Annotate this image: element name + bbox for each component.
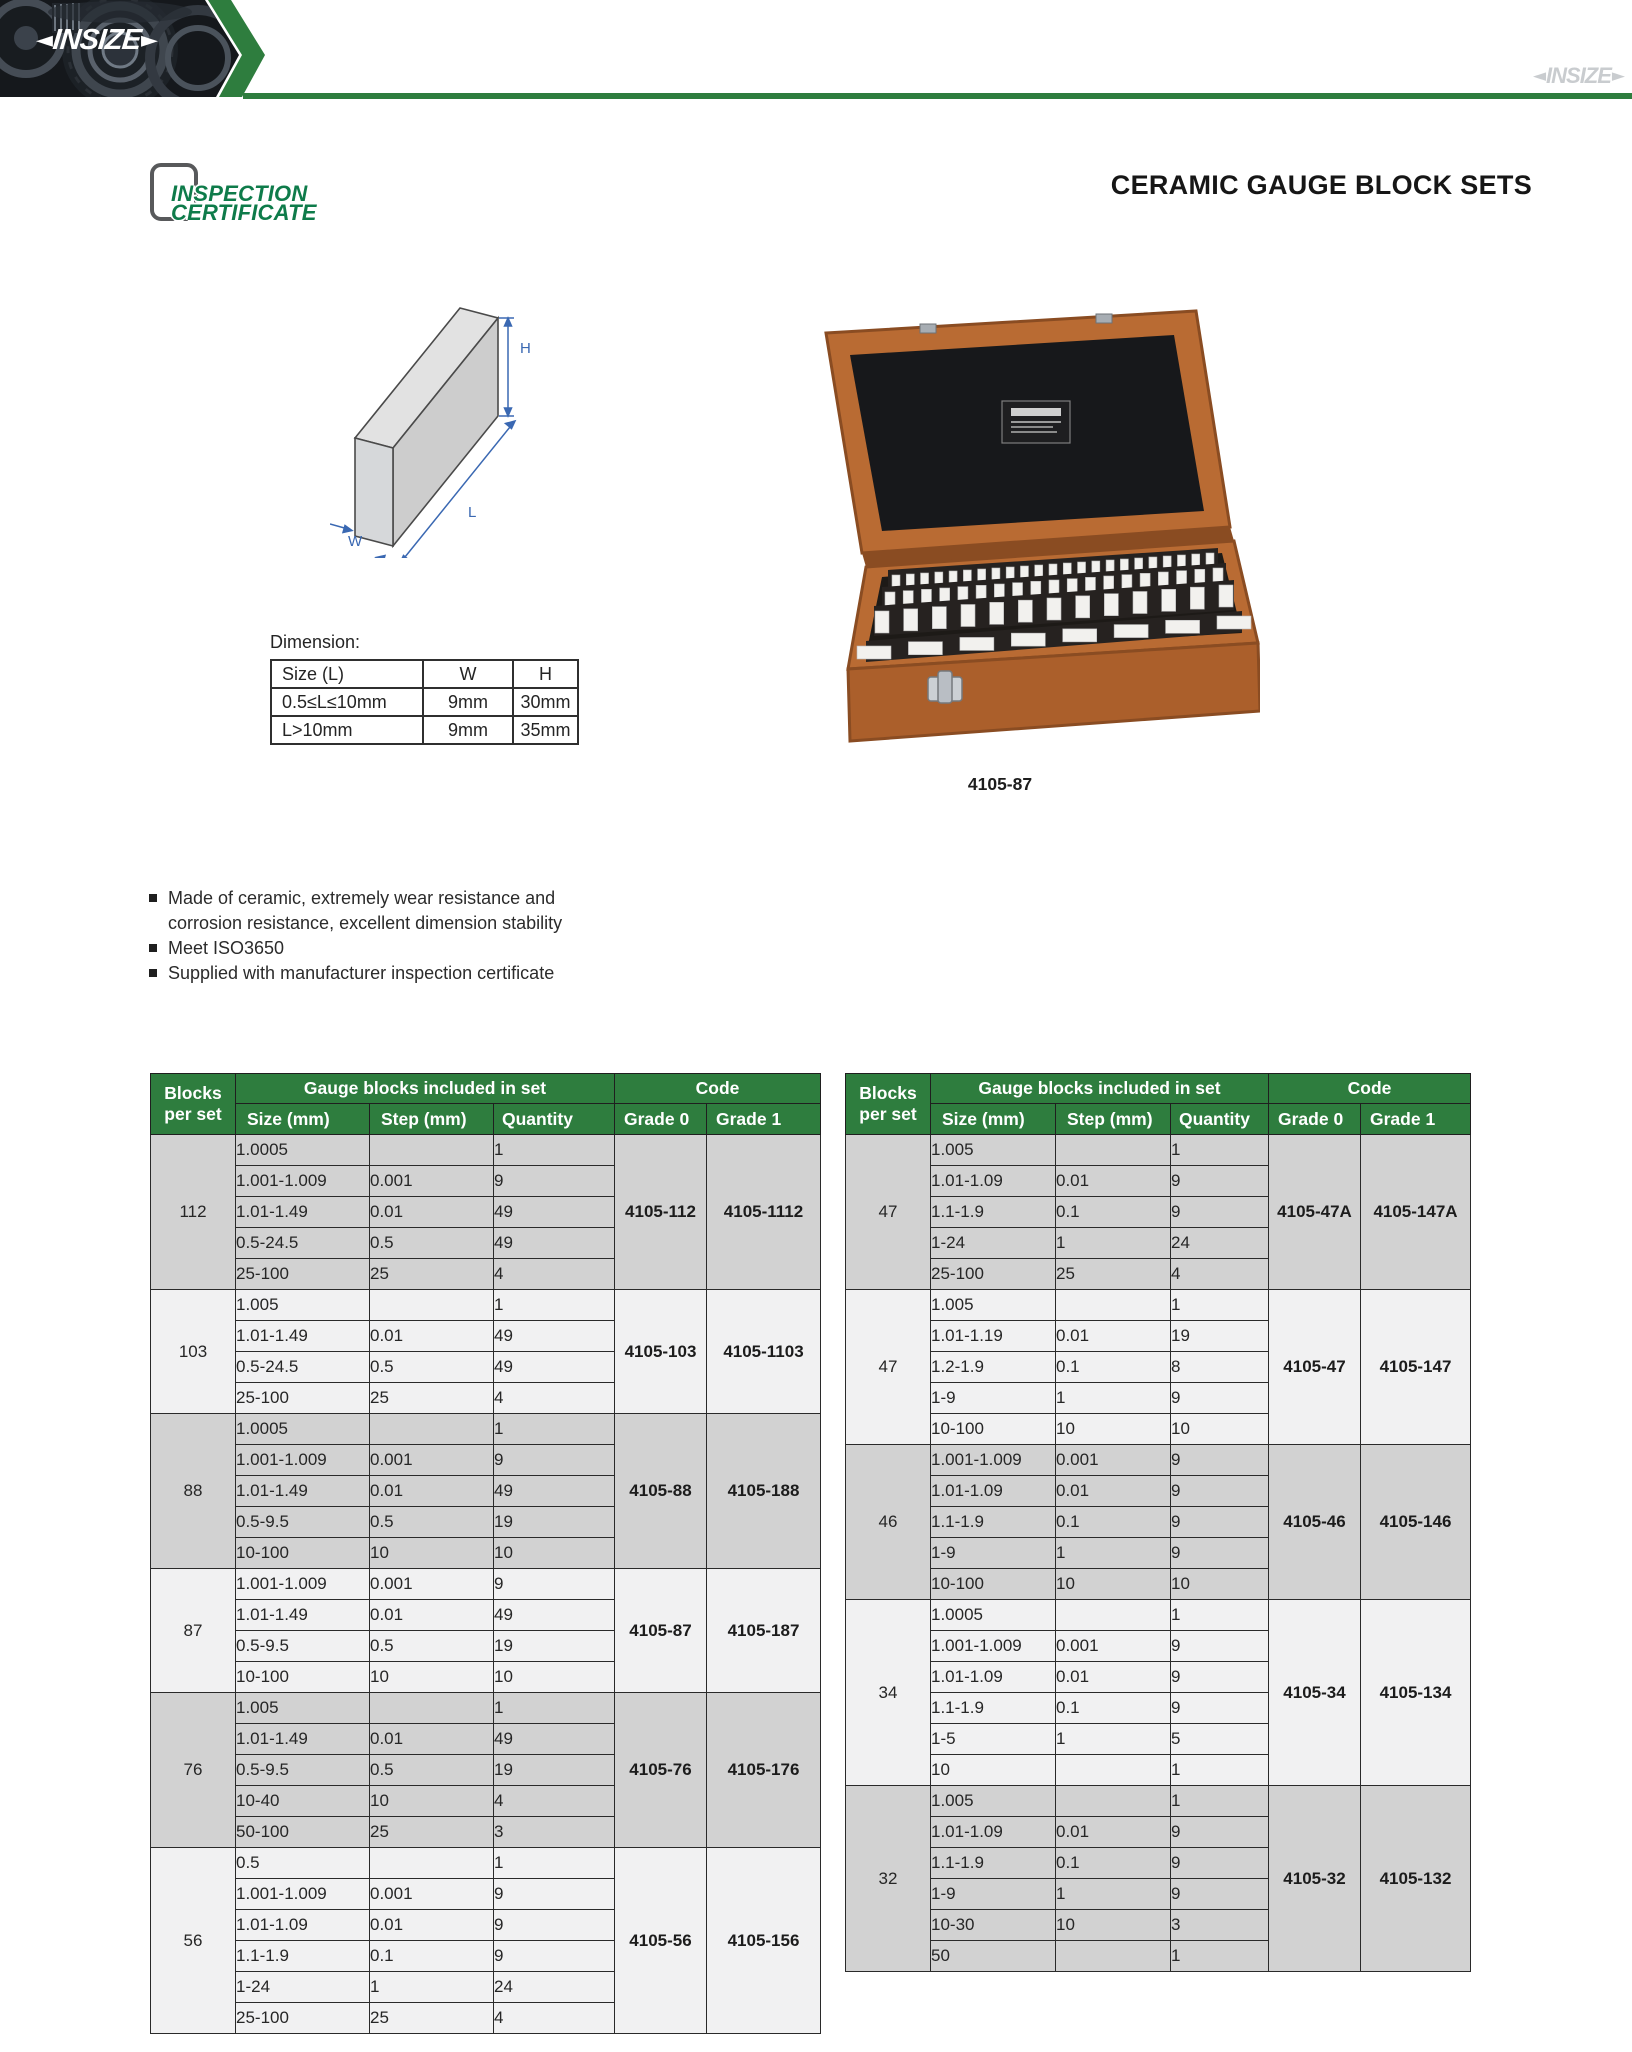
step-cell	[370, 1135, 494, 1166]
spec-row	[846, 1600, 1471, 1631]
quantity-cell: 3	[494, 1817, 615, 1848]
green-chevron-decoration	[0, 0, 300, 97]
gauge-block	[908, 642, 942, 655]
step-cell: 0.01	[370, 1321, 494, 1352]
size-cell: 25-100	[236, 2003, 370, 2034]
step-header: Step (mm)	[370, 1104, 494, 1135]
dimension-header-cell: Size (L)	[271, 660, 423, 688]
blocks-per-set-cell: 76	[151, 1693, 236, 1848]
step-cell: 0.01	[1056, 1817, 1171, 1848]
size-cell: 1.005	[931, 1290, 1056, 1321]
gauge-block	[1076, 596, 1090, 618]
quantity-cell: 19	[494, 1755, 615, 1786]
size-cell: 1.01-1.49	[236, 1321, 370, 1352]
quantity-cell: 5	[1171, 1724, 1269, 1755]
step-cell: 0.01	[370, 1600, 494, 1631]
blocks-per-set-cell: 34	[846, 1600, 931, 1786]
step-cell: 0.01	[370, 1476, 494, 1507]
step-cell: 0.01	[1056, 1662, 1171, 1693]
step-cell	[370, 1290, 494, 1321]
step-cell: 0.001	[370, 1166, 494, 1197]
product-code-caption: 4105-87	[967, 774, 1033, 794]
size-cell: 10-100	[236, 1662, 370, 1693]
size-cell: 1.001-1.009	[236, 1569, 370, 1600]
size-cell: 1.005	[931, 1135, 1056, 1166]
watermark-left-arrow-icon: ◄	[1532, 66, 1546, 86]
size-cell: 1-9	[931, 1383, 1056, 1414]
size-cell: 10-100	[931, 1414, 1056, 1445]
size-cell: 1.01-1.49	[236, 1476, 370, 1507]
blocks-per-set-cell: 56	[151, 1848, 236, 2034]
quantity-cell: 9	[494, 1910, 615, 1941]
diagram-label-w: W	[348, 533, 363, 550]
dimension-cell: 30mm	[513, 688, 578, 716]
step-cell: 1	[370, 1972, 494, 2003]
step-cell: 0.1	[1056, 1693, 1171, 1724]
size-cell: 25-100	[931, 1259, 1056, 1290]
step-cell: 0.1	[1056, 1848, 1171, 1879]
step-cell: 10	[1056, 1910, 1171, 1941]
product-photo	[778, 295, 1260, 765]
size-cell: 50-100	[236, 1817, 370, 1848]
quantity-cell: 1	[1171, 1941, 1269, 1972]
step-cell: 0.5	[370, 1755, 494, 1786]
grade0-header: Grade 0	[615, 1104, 707, 1135]
quantity-cell: 9	[1171, 1662, 1269, 1693]
grade0-code-cell: 4105-87	[615, 1569, 707, 1693]
size-cell: 1-9	[931, 1538, 1056, 1569]
grade1-code-cell: 4105-134	[1361, 1600, 1471, 1786]
step-cell	[1056, 1135, 1171, 1166]
size-cell: 0.5-9.5	[236, 1507, 370, 1538]
step-cell	[1056, 1786, 1171, 1817]
dimension-row	[271, 716, 578, 744]
step-cell	[370, 1693, 494, 1724]
watermark-right-arrow-icon: ►	[1611, 66, 1624, 86]
step-cell: 0.1	[370, 1941, 494, 1972]
size-cell: 1.01-1.09	[931, 1662, 1056, 1693]
quantity-cell: 19	[1171, 1321, 1269, 1352]
step-cell	[1056, 1941, 1171, 1972]
gauge-block	[1114, 625, 1148, 638]
watermark-text: INSIZE	[1546, 63, 1611, 88]
size-cell: 10-30	[931, 1910, 1056, 1941]
size-cell: 0.5-24.5	[236, 1228, 370, 1259]
spec-header-row	[846, 1074, 1471, 1104]
spec-table-right	[845, 1073, 1471, 1972]
feature-item	[148, 886, 606, 936]
step-cell: 0.1	[1056, 1507, 1171, 1538]
grade1-code-cell: 4105-147	[1361, 1290, 1471, 1445]
quantity-cell: 9	[1171, 1538, 1269, 1569]
step-cell: 10	[370, 1538, 494, 1569]
size-cell: 1.001-1.009	[236, 1166, 370, 1197]
step-cell: 0.5	[370, 1352, 494, 1383]
size-cell: 1.0005	[236, 1414, 370, 1445]
quantity-cell: 1	[494, 1693, 615, 1724]
gauge-block	[1219, 585, 1233, 607]
gauge-block	[1166, 620, 1200, 633]
code-header: Code	[615, 1074, 821, 1104]
quantity-cell: 1	[1171, 1600, 1269, 1631]
included-in-set-header: Gauge blocks included in set	[236, 1074, 615, 1104]
quantity-cell: 1	[494, 1414, 615, 1445]
step-cell: 0.001	[370, 1879, 494, 1910]
spec-subheader-row	[151, 1104, 821, 1135]
grade1-code-cell: 4105-132	[1361, 1786, 1471, 1972]
quantity-cell: 9	[494, 1569, 615, 1600]
dimension-cell: 9mm	[423, 716, 513, 744]
code-header: Code	[1269, 1074, 1471, 1104]
step-cell: 0.01	[370, 1724, 494, 1755]
spec-row	[151, 1414, 821, 1445]
quantity-cell: 9	[1171, 1507, 1269, 1538]
step-cell: 0.001	[1056, 1631, 1171, 1662]
size-cell: 1.1-1.9	[931, 1693, 1056, 1724]
size-cell: 1.01-1.09	[931, 1166, 1056, 1197]
grade0-code-cell: 4105-47	[1269, 1290, 1361, 1445]
step-cell: 25	[370, 1383, 494, 1414]
grade0-header: Grade 0	[1269, 1104, 1361, 1135]
dimension-label: Dimension:	[270, 632, 361, 652]
grade1-code-cell: 4105-1112	[707, 1135, 821, 1290]
quantity-cell: 9	[1171, 1383, 1269, 1414]
quantity-cell: 49	[494, 1197, 615, 1228]
blocks-per-set-cell: 87	[151, 1569, 236, 1693]
quantity-cell: 9	[1171, 1166, 1269, 1197]
spec-table-left	[150, 1073, 821, 2034]
grade0-code-cell: 4105-32	[1269, 1786, 1361, 1972]
gauge-block	[932, 607, 946, 629]
size-cell: 1.01-1.09	[931, 1817, 1056, 1848]
size-cell: 1.005	[931, 1786, 1056, 1817]
dimension-header-row	[271, 660, 578, 688]
feature-item	[148, 961, 606, 986]
quantity-cell: 4	[494, 1383, 615, 1414]
grade0-code-cell: 4105-47A	[1269, 1135, 1361, 1290]
size-cell: 1.1-1.9	[931, 1507, 1056, 1538]
quantity-cell: 19	[494, 1631, 615, 1662]
gauge-block	[1133, 592, 1147, 614]
size-cell: 1.0005	[236, 1135, 370, 1166]
size-cell: 1-24	[236, 1972, 370, 2003]
feature-text: Meet ISO3650	[168, 938, 285, 958]
quantity-header: Quantity	[1171, 1104, 1269, 1135]
grade1-code-cell: 4105-188	[707, 1414, 821, 1569]
size-cell: 1.1-1.9	[236, 1941, 370, 1972]
gauge-block	[904, 609, 918, 631]
quantity-header: Quantity	[494, 1104, 615, 1135]
quantity-cell: 1	[494, 1290, 615, 1321]
dimension-row	[271, 688, 578, 716]
size-cell: 25-100	[236, 1259, 370, 1290]
dimension-table	[270, 659, 579, 745]
diagram-label-l: L	[468, 504, 477, 521]
spec-row	[151, 1290, 821, 1321]
quantity-cell: 9	[494, 1879, 615, 1910]
quantity-cell: 9	[494, 1941, 615, 1972]
quantity-cell: 9	[1171, 1848, 1269, 1879]
size-cell: 1-9	[931, 1879, 1056, 1910]
step-cell	[1056, 1600, 1171, 1631]
blocks-per-set-cell: 103	[151, 1290, 236, 1414]
quantity-cell: 1	[494, 1848, 615, 1879]
size-cell: 1.005	[236, 1693, 370, 1724]
size-cell: 1-24	[931, 1228, 1056, 1259]
quantity-cell: 4	[1171, 1259, 1269, 1290]
size-cell: 0.5-9.5	[236, 1631, 370, 1662]
gauge-block	[1217, 616, 1251, 629]
size-cell: 10	[931, 1755, 1056, 1786]
step-cell: 10	[1056, 1569, 1171, 1600]
quantity-cell: 9	[1171, 1817, 1269, 1848]
size-cell: 1.001-1.009	[236, 1445, 370, 1476]
size-cell: 1.005	[236, 1290, 370, 1321]
step-cell: 0.001	[370, 1569, 494, 1600]
page-title: CERAMIC GAUGE BLOCK SETS	[1110, 170, 1532, 201]
insize-watermark-logo	[1533, 63, 1624, 89]
quantity-cell: 24	[1171, 1228, 1269, 1259]
badge-line2: CERTIFICATE	[171, 200, 317, 225]
logo-text: INSIZE	[51, 24, 143, 56]
diagram-label-h: H	[520, 340, 531, 357]
grade1-code-cell: 4105-187	[707, 1569, 821, 1693]
grade1-code-cell: 4105-176	[707, 1693, 821, 1848]
grade0-code-cell: 4105-112	[615, 1135, 707, 1290]
step-cell: 1	[1056, 1879, 1171, 1910]
quantity-cell: 49	[494, 1724, 615, 1755]
step-cell	[370, 1848, 494, 1879]
quantity-cell: 49	[494, 1228, 615, 1259]
feature-list	[148, 886, 606, 986]
grade0-code-cell: 4105-56	[615, 1848, 707, 2034]
size-cell: 1.001-1.009	[931, 1631, 1056, 1662]
size-cell: 10-100	[931, 1569, 1056, 1600]
step-cell: 0.001	[1056, 1445, 1171, 1476]
grade1-code-cell: 4105-156	[707, 1848, 821, 2034]
quantity-cell: 49	[494, 1600, 615, 1631]
spec-row	[846, 1445, 1471, 1476]
dimension-cell: 9mm	[423, 688, 513, 716]
step-cell: 0.5	[370, 1631, 494, 1662]
step-cell: 0.5	[370, 1507, 494, 1538]
quantity-cell: 1	[1171, 1755, 1269, 1786]
step-cell: 25	[370, 1259, 494, 1290]
step-cell: 0.001	[370, 1445, 494, 1476]
quantity-cell: 49	[494, 1476, 615, 1507]
quantity-cell: 10	[1171, 1414, 1269, 1445]
gauge-block	[1047, 598, 1061, 620]
gauge-block	[1104, 594, 1118, 616]
badge-line1: INSPECTION	[171, 181, 308, 206]
quantity-cell: 4	[494, 2003, 615, 2034]
gauge-block	[1162, 589, 1176, 611]
included-in-set-header: Gauge blocks included in set	[931, 1074, 1269, 1104]
size-cell: 1.01-1.49	[236, 1724, 370, 1755]
quantity-cell: 4	[494, 1259, 615, 1290]
size-header: Size (mm)	[236, 1104, 370, 1135]
size-cell: 25-100	[236, 1383, 370, 1414]
size-cell: 1.01-1.09	[236, 1910, 370, 1941]
size-cell: 10-100	[236, 1538, 370, 1569]
grade1-header: Grade 1	[1361, 1104, 1471, 1135]
gauge-block	[960, 637, 994, 650]
gauge-block	[1063, 629, 1097, 642]
step-cell: 25	[370, 1817, 494, 1848]
blocks-per-set-cell: 88	[151, 1414, 236, 1569]
dimension-header-cell: W	[423, 660, 513, 688]
quantity-cell: 9	[1171, 1197, 1269, 1228]
quantity-cell: 1	[1171, 1290, 1269, 1321]
gauge-block	[961, 605, 975, 627]
quantity-cell: 49	[494, 1352, 615, 1383]
quantity-cell: 10	[494, 1662, 615, 1693]
size-cell: 1.0005	[931, 1600, 1056, 1631]
green-divider-line	[243, 93, 1632, 99]
size-cell: 0.5-9.5	[236, 1755, 370, 1786]
step-cell: 0.01	[370, 1910, 494, 1941]
size-cell: 1.1-1.9	[931, 1197, 1056, 1228]
step-cell: 10	[1056, 1414, 1171, 1445]
spec-subheader-row	[846, 1104, 1471, 1135]
size-cell: 1.01-1.19	[931, 1321, 1056, 1352]
size-cell: 0.5-24.5	[236, 1352, 370, 1383]
size-cell: 0.5	[236, 1848, 370, 1879]
quantity-cell: 9	[1171, 1879, 1269, 1910]
feature-text: Made of ceramic, extremely wear resistance and corrosion resistance, excellent dimension stability	[168, 888, 563, 933]
quantity-cell: 4	[494, 1786, 615, 1817]
grade0-code-cell: 4105-46	[1269, 1445, 1361, 1600]
quantity-cell: 10	[494, 1538, 615, 1569]
size-cell: 1.001-1.009	[931, 1445, 1056, 1476]
step-cell: 1	[1056, 1538, 1171, 1569]
inspection-certificate-badge	[171, 181, 317, 225]
size-header: Size (mm)	[931, 1104, 1056, 1135]
spec-row	[151, 1135, 821, 1166]
grade1-header: Grade 1	[707, 1104, 821, 1135]
blocks-per-set-cell: 47	[846, 1290, 931, 1445]
spec-header-row	[151, 1074, 821, 1104]
size-cell: 1-5	[931, 1724, 1056, 1755]
quantity-cell: 9	[1171, 1693, 1269, 1724]
size-cell: 1.2-1.9	[931, 1352, 1056, 1383]
size-cell: 1.01-1.49	[236, 1600, 370, 1631]
grade0-code-cell: 4105-103	[615, 1290, 707, 1414]
size-cell: 1.1-1.9	[931, 1848, 1056, 1879]
size-cell: 10-40	[236, 1786, 370, 1817]
quantity-cell: 9	[1171, 1631, 1269, 1662]
quantity-cell: 1	[1171, 1786, 1269, 1817]
quantity-cell: 1	[494, 1135, 615, 1166]
gauge-block	[1011, 633, 1045, 646]
quantity-cell: 9	[1171, 1445, 1269, 1476]
size-cell: 1.01-1.09	[931, 1476, 1056, 1507]
quantity-cell: 19	[494, 1507, 615, 1538]
spec-row	[846, 1135, 1471, 1166]
quantity-cell: 9	[494, 1445, 615, 1476]
spec-row	[846, 1290, 1471, 1321]
gauge-block-diagram	[330, 293, 550, 558]
blocks-per-set-header: Blocks per set	[846, 1074, 931, 1135]
logo-left-arrow-icon: ◄	[36, 28, 52, 53]
size-cell: 50	[931, 1941, 1056, 1972]
step-cell	[1056, 1755, 1171, 1786]
feature-item	[148, 936, 606, 961]
step-cell: 0.5	[370, 1228, 494, 1259]
grade1-code-cell: 4105-147A	[1361, 1135, 1471, 1290]
step-cell: 0.01	[1056, 1321, 1171, 1352]
blocks-per-set-cell: 47	[846, 1135, 931, 1290]
step-cell: 0.01	[1056, 1166, 1171, 1197]
size-cell: 1.001-1.009	[236, 1879, 370, 1910]
logo-right-arrow-icon: ►	[141, 28, 158, 53]
grade0-code-cell: 4105-88	[615, 1414, 707, 1569]
step-cell: 0.01	[370, 1197, 494, 1228]
size-cell: 1.01-1.49	[236, 1197, 370, 1228]
step-cell	[1056, 1290, 1171, 1321]
step-cell: 25	[1056, 1259, 1171, 1290]
quantity-cell: 9	[1171, 1476, 1269, 1507]
quantity-cell: 10	[1171, 1569, 1269, 1600]
spec-row	[846, 1786, 1471, 1817]
quantity-cell: 49	[494, 1321, 615, 1352]
step-cell: 0.1	[1056, 1352, 1171, 1383]
gauge-block	[1018, 600, 1032, 622]
step-cell	[370, 1414, 494, 1445]
quantity-cell: 8	[1171, 1352, 1269, 1383]
gauge-block	[875, 611, 889, 633]
blocks-per-set-cell: 112	[151, 1135, 236, 1290]
spec-row	[151, 1693, 821, 1724]
grade1-code-cell: 4105-1103	[707, 1290, 821, 1414]
step-cell: 0.1	[1056, 1197, 1171, 1228]
gauge-block	[1190, 587, 1204, 609]
blocks-per-set-cell: 46	[846, 1445, 931, 1600]
step-cell: 10	[370, 1786, 494, 1817]
dimension-cell: L>10mm	[271, 716, 423, 744]
spec-row	[151, 1569, 821, 1600]
dimension-header-cell: H	[513, 660, 578, 688]
feature-text: Supplied with manufacturer inspection certificate	[168, 963, 555, 983]
grade0-code-cell: 4105-76	[615, 1693, 707, 1848]
step-cell: 25	[370, 2003, 494, 2034]
grade1-code-cell: 4105-146	[1361, 1445, 1471, 1600]
gauge-block	[990, 602, 1004, 624]
step-cell: 0.01	[1056, 1476, 1171, 1507]
quantity-cell: 3	[1171, 1910, 1269, 1941]
blocks-per-set-cell: 32	[846, 1786, 931, 1972]
grade0-code-cell: 4105-34	[1269, 1600, 1361, 1786]
step-cell: 1	[1056, 1228, 1171, 1259]
quantity-cell: 1	[1171, 1135, 1269, 1166]
gauge-block	[857, 646, 891, 659]
dimension-cell: 35mm	[513, 716, 578, 744]
spec-row	[151, 1848, 821, 1879]
step-header: Step (mm)	[1056, 1104, 1171, 1135]
quantity-cell: 24	[494, 1972, 615, 2003]
dimension-cell: 0.5≤L≤10mm	[271, 688, 423, 716]
step-cell: 1	[1056, 1724, 1171, 1755]
gauge-block-case-illustration	[778, 295, 1260, 765]
quantity-cell: 9	[494, 1166, 615, 1197]
step-cell: 1	[1056, 1383, 1171, 1414]
step-cell: 10	[370, 1662, 494, 1693]
blocks-per-set-header: Blocks per set	[151, 1074, 236, 1135]
